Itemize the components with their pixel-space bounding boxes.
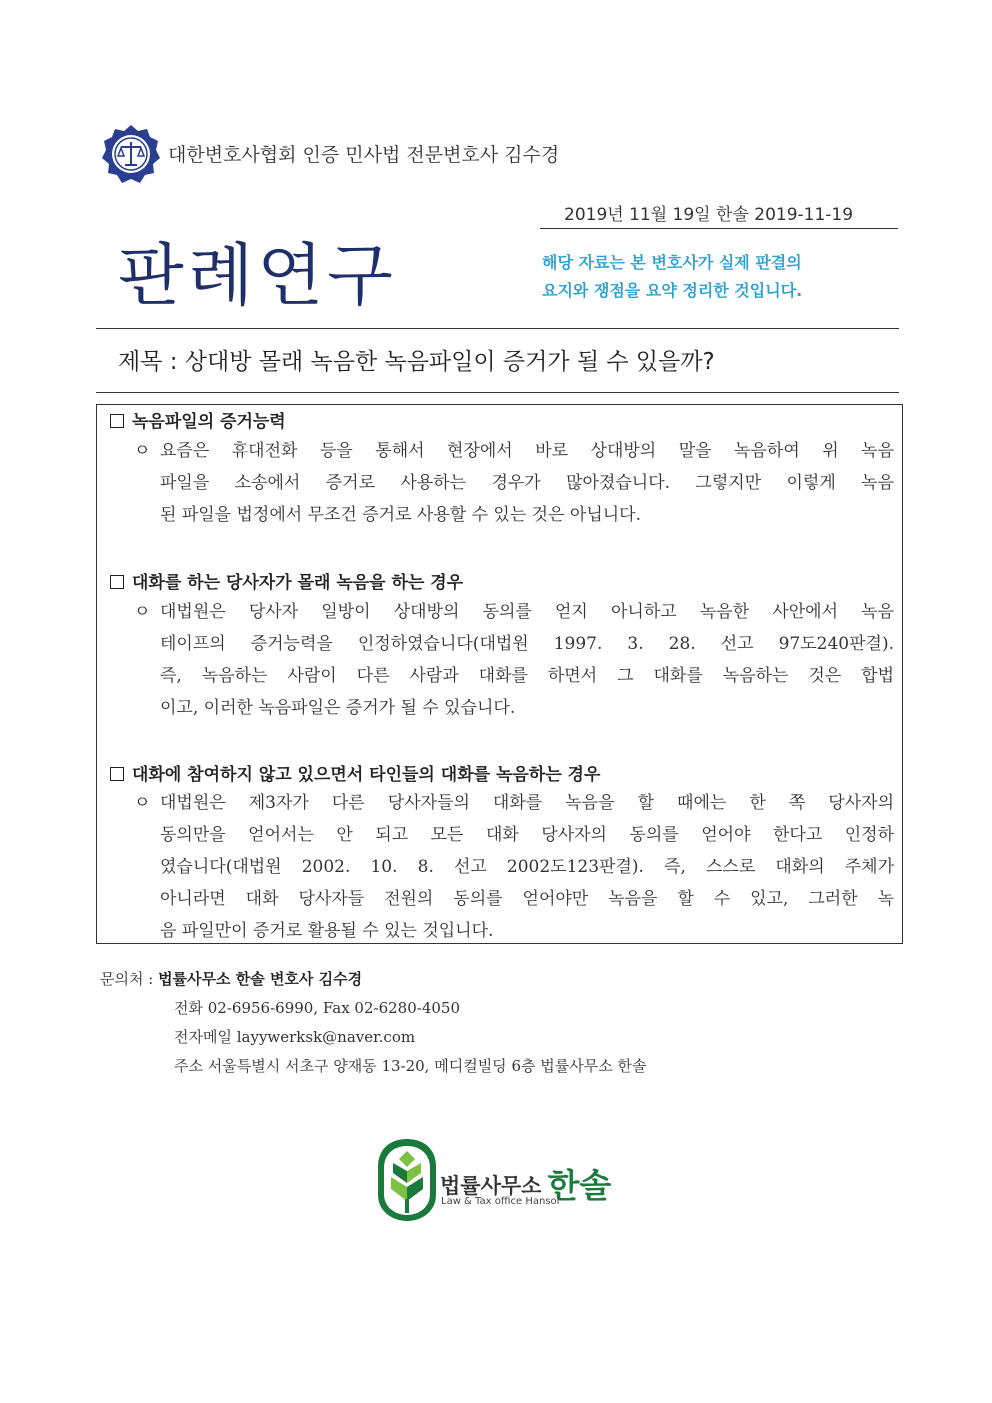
checkbox-square-icon <box>110 767 124 781</box>
logo-name-bold: 한솔 <box>547 1166 612 1205</box>
contact-info <box>100 965 646 1081</box>
section-heading <box>110 407 286 432</box>
line-text: 대법원은 제3자가 다른 당사자들의 대화를 녹음을 할 때에는 한 쪽 당사자의 <box>160 793 894 813</box>
section-heading-text: 대화에 참여하지 않고 있으면서 타인들의 대화를 녹음하는 경우 <box>132 765 601 785</box>
divider <box>96 392 899 393</box>
association-line: 대한변호사협회 인증 민사법 전문변호사 김수경 <box>168 144 560 166</box>
logo-english: Law & Tax office Hansol <box>441 1196 560 1207</box>
contact-firm: 법률사무소 한솔 변호사 김수경 <box>158 970 363 988</box>
paragraph-line: 이고, 이러한 녹음파일은 증거가 될 수 있습니다. <box>160 698 516 718</box>
paragraph-line <box>134 596 894 628</box>
contact-label: 문의처 : <box>100 970 159 988</box>
leaf-logo-icon <box>376 1137 438 1223</box>
line-text: 요즘은 휴대전화 등을 통해서 현장에서 바로 상대방의 말을 녹음하여 위 녹음 <box>160 441 894 461</box>
paragraph-line: 였습니다(대법원 2002. 10. 8. 선고 2002도123판결). 즉, 스스로 대화의 주체가 <box>160 857 894 877</box>
paragraph-line: 즉, 녹음하는 사람이 다른 사람과 대화를 하면서 그 대화를 녹음하는 것은 합법 <box>160 666 894 686</box>
notice-line: 요지와 쟁점을 요약 정리한 것입니다. <box>542 281 803 300</box>
line-text: 대법원은 당사자 일방이 상대방의 동의를 얻지 아니하고 녹음한 사안에서 녹음 <box>160 602 894 622</box>
notice-line: 해당 자료는 본 변호사가 실제 판결의 <box>542 253 802 272</box>
bullet: ㅇ <box>134 602 151 622</box>
divider <box>96 328 899 329</box>
paragraph-line <box>134 787 894 819</box>
checkbox-square-icon <box>110 414 124 428</box>
section-heading <box>110 568 463 593</box>
contact-phone: 전화 02-6956-6990, Fax 02-6280-4050 <box>174 999 460 1017</box>
section-paragraph <box>134 596 894 724</box>
paragraph-line: 동의만을 얻어서는 안 되고 모든 대화 당사자의 동의를 얻어야 한다고 인정하 <box>160 825 894 845</box>
logo-name: 법률사무소 <box>440 1174 542 1198</box>
page-title: 판례연구 <box>118 237 397 316</box>
section-heading-text: 대화를 하는 당사자가 몰래 녹음을 하는 경우 <box>132 573 464 593</box>
date-line: 2019년 11월 19일 한솔 2019-11-19 <box>540 200 898 229</box>
paragraph-line: 된 파일을 법정에서 무조건 증거로 사용할 수 있는 것은 아닙니다. <box>160 505 642 525</box>
section-heading-text: 녹음파일의 증거능력 <box>132 412 286 432</box>
paragraph-line: 음 파일만이 증거로 활용될 수 있는 것입니다. <box>160 921 494 941</box>
paragraph-line: 파일을 소송에서 증거로 사용하는 경우가 많아졌습니다. 그렇지만 이렇게 녹음 <box>160 473 894 493</box>
contact-email: 전자메일 layywerksk@naver.com <box>174 1028 416 1046</box>
paragraph-line <box>134 435 894 467</box>
bullet: ㅇ <box>134 441 151 461</box>
section-heading <box>110 760 600 785</box>
section-paragraph <box>134 435 894 531</box>
bullet: ㅇ <box>134 793 151 813</box>
subject-title: 제목 : 상대방 몰래 녹음한 녹음파일이 증거가 될 수 있을까? <box>118 349 715 375</box>
paragraph-line: 테이프의 증거능력을 인정하였습니다(대법원 1997. 3. 28. 선고 97도240판결). <box>160 634 894 654</box>
bar-association-seal-icon <box>100 123 162 185</box>
checkbox-square-icon <box>110 575 124 589</box>
contact-firm-row <box>100 965 646 994</box>
section-paragraph <box>134 787 894 947</box>
notice-text <box>542 249 882 305</box>
contact-address: 주소 서울특별시 서초구 양재동 13-20, 메디컬빌딩 6층 법률사무소 한솔 <box>174 1057 647 1075</box>
paragraph-line: 아니라면 대화 당사자들 전원의 동의를 얻어야만 녹음을 할 수 있고, 그러한 녹 <box>160 889 894 909</box>
